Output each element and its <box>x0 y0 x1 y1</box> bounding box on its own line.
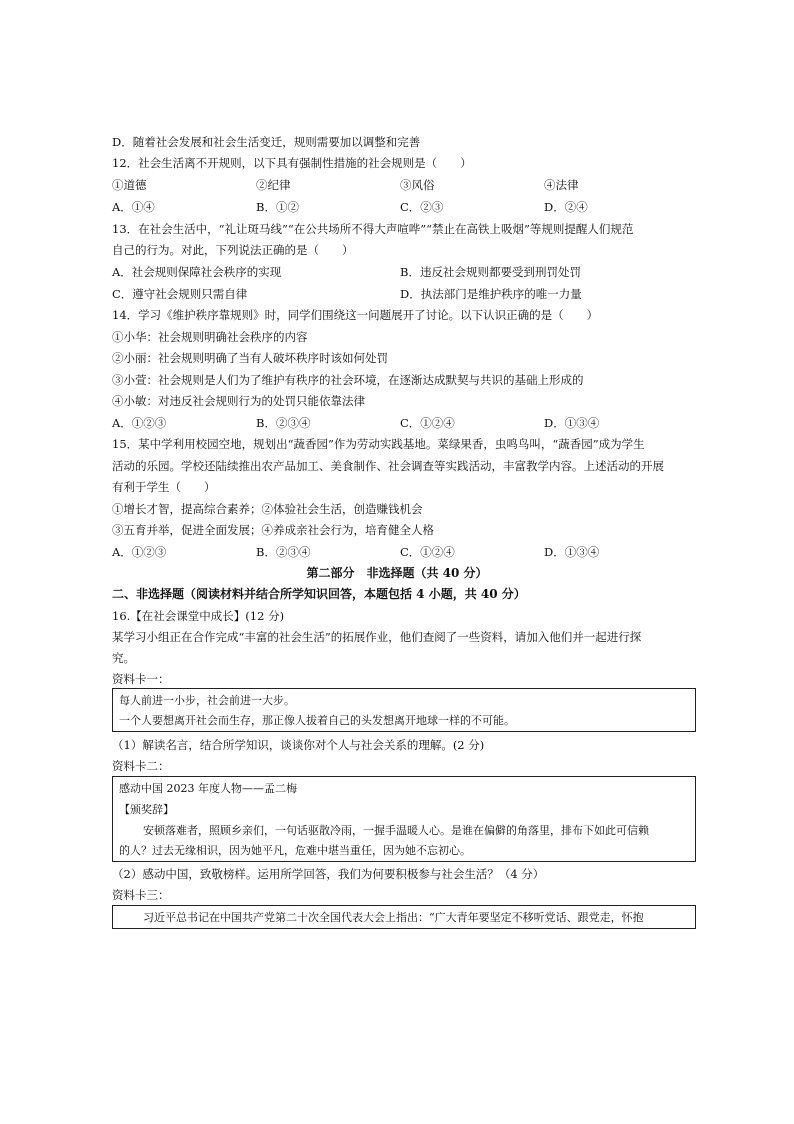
card3-line-1: 习近平总书记在中国共产党第二十次全国代表大会上指出：“广大青年要坚定不移听党话、跟党走，怀抱 <box>143 911 644 924</box>
q15-option-d: D．①③④ <box>544 545 600 559</box>
q12-option-c: C．②③ <box>400 200 444 214</box>
q15-stem-line3: 有利于学生（ ） <box>112 480 216 494</box>
q14-item-1: ①小华：社会规则明确社会秩序的内容 <box>112 330 308 344</box>
q16-sub-question-2: （2）感动中国，致敬榜样。运用所学回答，我们为何要积极参与社会生活？（4 分） <box>112 867 545 881</box>
q12-item-2: ②纪律 <box>256 178 291 192</box>
material-card-1 <box>112 688 696 732</box>
q13-option-c: C．遵守社会规则只需自律 <box>112 287 248 301</box>
q12-stem: 12．社会生活离不开规则，以下具有强制性措施的社会规则是（ ） <box>112 156 472 170</box>
q14-item-4: ④小敏：对违反社会规则行为的处罚只能依靠法律 <box>112 394 365 408</box>
q12-item-1: ①道德 <box>112 178 147 192</box>
card1-line-2: 一个人要想离开社会而生存，那正像人拔着自己的头发想离开地球一样的不可能。 <box>119 714 515 727</box>
q14-option-a: A．①②③ <box>112 416 167 430</box>
card2-line-1: 安顿落难者，照顾乡亲们，一句话驱散冷雨，一握手温暖人心。是谁在偏僻的角落里，排布下如此可信赖 <box>143 824 649 837</box>
q15-option-a: A．①②③ <box>112 545 167 559</box>
card2-label: 资料卡二： <box>112 759 170 773</box>
q16-intro-line1: 某学习小组正在合作完成“丰富的社会生活”的拓展作业，他们查阅了一些资料，请加入他们并一起进行探 <box>112 630 642 644</box>
q14-stem: 14．学习《维护秩序靠规则》时，同学们围绕这一问题展开了讨论。以下认识正确的是（ ） <box>112 308 599 322</box>
q11-option-d: D．随着社会发展和社会生活变迁，规则需要加以调整和完善 <box>112 135 421 149</box>
material-card-2 <box>112 776 696 862</box>
q13-stem-line1: 13．在社会生活中，“礼让斑马线”“在公共场所不得大声喧哗”“禁止在高铁上吸烟”等规则提醒人们规范 <box>112 222 634 236</box>
q14-item-3: ③小萱：社会规则是人们为了维护有秩序的社会环境，在逐渐达成默契与共识的基础上形成的 <box>112 373 584 387</box>
q12-option-d: D．②④ <box>544 200 588 214</box>
q14-option-d: D．①③④ <box>544 416 600 430</box>
q15-items-line1: ①增长才智，提高综合素养；②体验社会生活，创造赚钱机会 <box>112 502 423 516</box>
q15-stem-line2: 活动的乐园。学校还陆续推出农产品加工、美食制作、社会调查等实践活动，丰富教学内容。上述活动的开展 <box>112 459 664 473</box>
q14-option-b: B．②③④ <box>256 416 311 430</box>
q16-intro-line2: 究。 <box>112 651 135 665</box>
q12-option-a: A．①④ <box>112 200 155 214</box>
material-card-3 <box>112 905 696 929</box>
q13-option-d: D．执法部门是维护秩序的唯一力量 <box>400 287 582 301</box>
q15-items-line2: ③五育并举，促进全面发展；④养成亲社会行为，培育健全人格 <box>112 523 434 537</box>
card2-title: 感动中国 2023 年度人物——孟二梅 <box>119 782 297 795</box>
q12-item-3: ③风俗 <box>400 178 435 192</box>
q16-title: 16.【在社会课堂中成长】(12 分) <box>112 609 285 623</box>
card1-label: 资料卡一： <box>112 672 170 686</box>
card1-line-1: 每人前进一小步，社会前进一大步。 <box>119 694 295 707</box>
q14-item-2: ②小丽：社会规则明确了当有人破坏秩序时该如何处罚 <box>112 351 388 365</box>
card3-label: 资料卡三： <box>112 888 170 902</box>
q15-option-c: C．①②④ <box>400 545 455 559</box>
q15-stem-line1: 15．某中学利用校园空地，规划出“蔬香园”作为劳动实践基地。菜绿果香，虫鸣鸟叫，“蔬香园”成为学生 <box>112 437 645 451</box>
q13-option-a: A．社会规则保障社会秩序的实现 <box>112 265 282 279</box>
section-heading: 二、非选择题（阅读材料并结合所学知识回答，本题包括 4 小题，共 40 分） <box>112 587 526 601</box>
card2-line-2: 的人？过去无缘相识，因为她平凡，危难中堪当重任，因为她不忘初心。 <box>119 844 471 857</box>
card2-tag: 【颁奖辞】 <box>119 803 174 816</box>
q13-option-b: B．违反社会规则都要受到刑罚处罚 <box>400 265 581 279</box>
q12-option-b: B．①② <box>256 200 299 214</box>
q12-item-4: ④法律 <box>544 178 579 192</box>
part2-title: 第二部分 非选择题（共 40 分） <box>306 566 488 580</box>
q15-option-b: B．②③④ <box>256 545 311 559</box>
q16-sub-question-1: （1）解读名言，结合所学知识，谈谈你对个人与社会关系的理解。(2 分) <box>112 738 485 752</box>
q13-stem-line2: 自己的行为。对此，下列说法正确的是（ ） <box>112 243 354 257</box>
q14-option-c: C．①②④ <box>400 416 455 430</box>
